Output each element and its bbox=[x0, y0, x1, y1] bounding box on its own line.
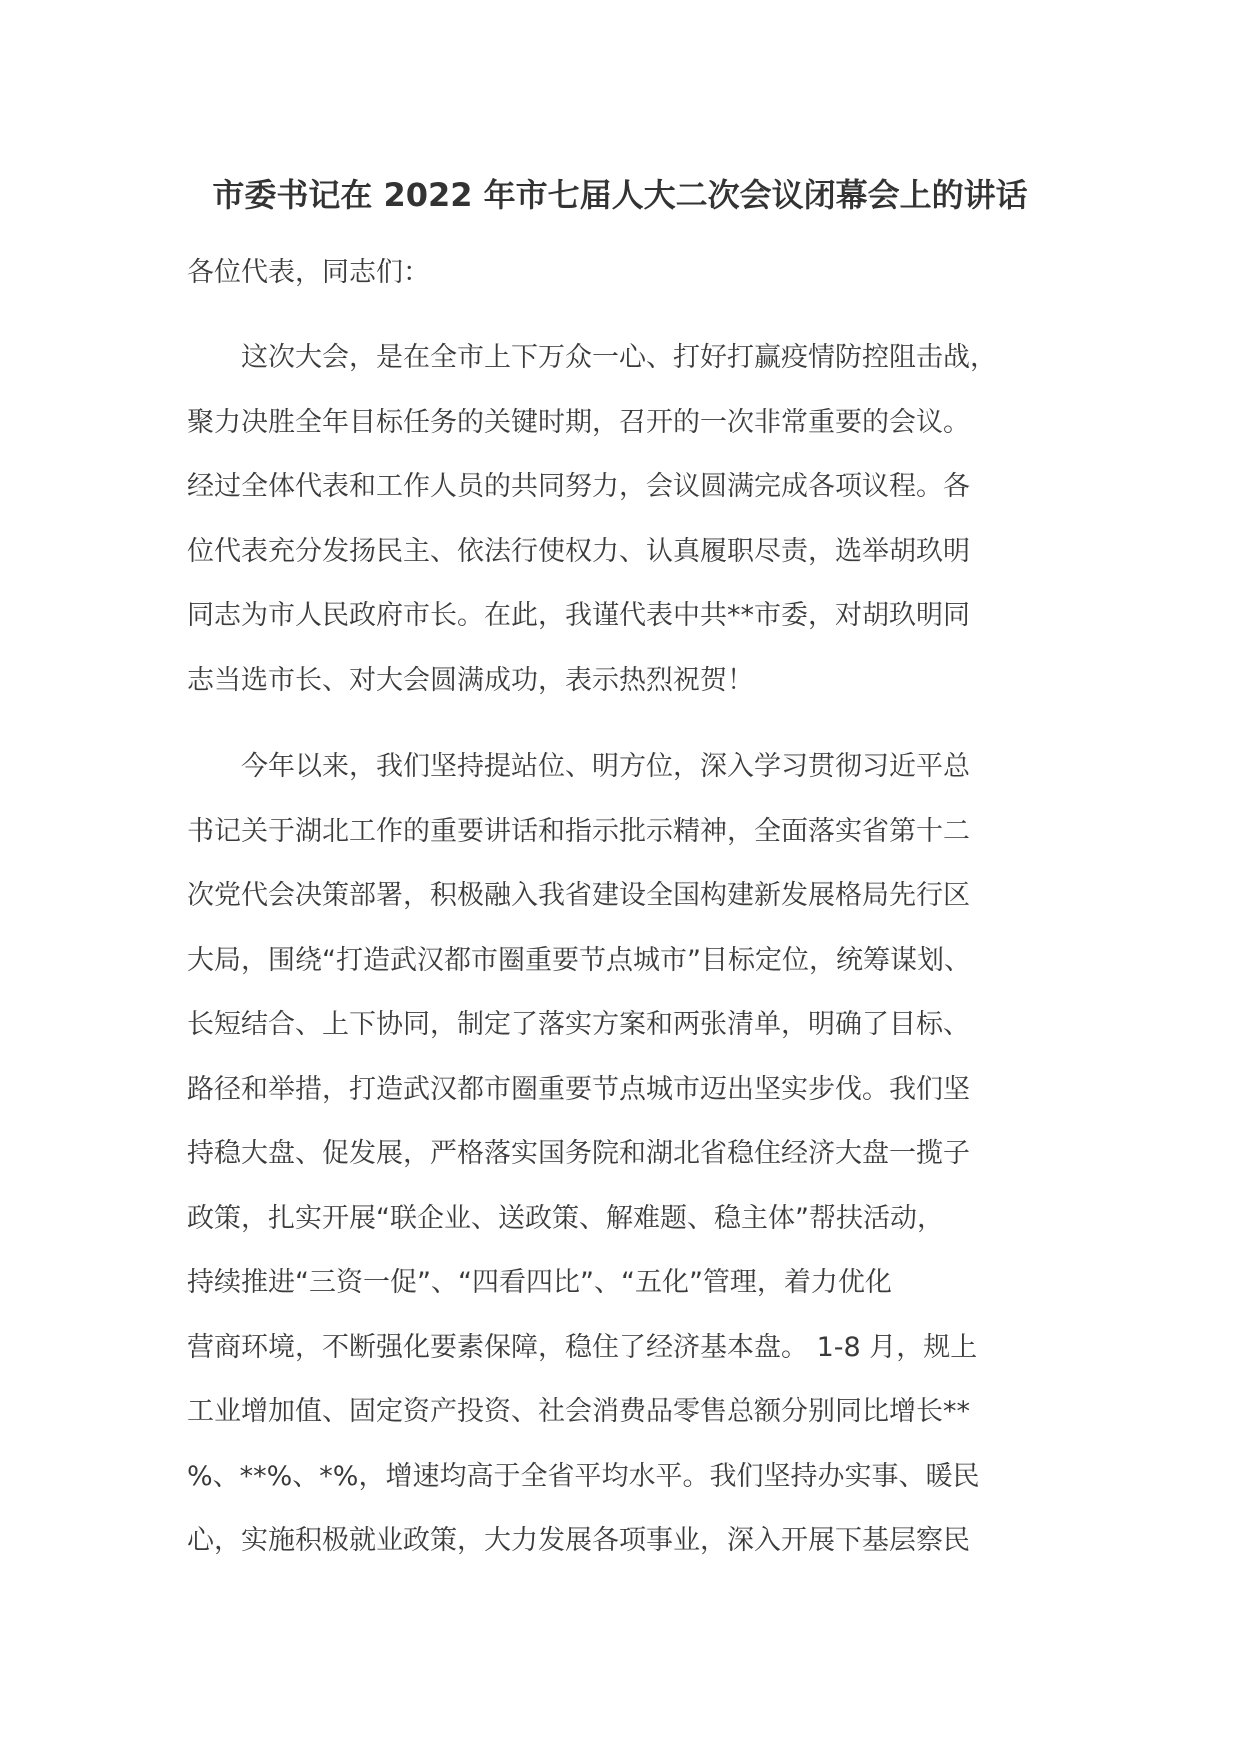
paragraph-line: 同志为市人民政府市长。在此，我谨代表中共**市委，对胡玖明同 bbox=[187, 600, 970, 631]
paragraph-line: 书记关于湖北工作的重要讲话和指示批示精神，全面落实省第十二 bbox=[187, 815, 970, 847]
paragraph-line: %、**%、*%，增速均高于全省平均水平。我们坚持办实事、暖民 bbox=[187, 1460, 980, 1492]
paragraph-line: 聚力决胜全年目标任务的关键时期，召开的一次非常重要的会议。 bbox=[187, 406, 970, 438]
paragraph-line: 志当选市长、对大会圆满成功，表示热烈祝贺！ bbox=[187, 664, 754, 696]
paragraph-line: 这次大会，是在全市上下万众一心、打好打赢疫情防控阻击战， bbox=[241, 342, 997, 373]
paragraph-line: 路径和举措，打造武汉都市圈重要节点城市迈出坚实步伐。我们坚 bbox=[187, 1073, 970, 1105]
paragraph-line: 今年以来，我们坚持提站位、明方位，深入学习贯彻习近平总 bbox=[241, 751, 970, 782]
paragraph-line: 营商环境，不断强化要素保障，稳住了经济基本盘。 1-8 月，规上 bbox=[187, 1331, 978, 1363]
document-title: 市委书记在 2022 年市七届人大二次会议闭幕会上的讲话 bbox=[212, 176, 1028, 214]
paragraph-2 bbox=[187, 735, 1057, 1574]
paragraph-line: 工业增加值、固定资产投资、社会消费品零售总额分别同比增长** bbox=[187, 1396, 970, 1427]
paragraph-line: 长短结合、上下协同，制定了落实方案和两张清单，明确了目标、 bbox=[187, 1009, 970, 1040]
salutation: 各位代表，同志们： bbox=[187, 257, 430, 288]
paragraph-line: 持续推进“三资一促”、“四看四比”、“五化”管理，着力优化 bbox=[187, 1267, 892, 1298]
paragraph-line: 位代表充分发扬民主、依法行使权力、认真履职尽责，选举胡玖明 bbox=[187, 535, 970, 567]
paragraph-line: 经过全体代表和工作人员的共同努力，会议圆满完成各项议程。各 bbox=[187, 471, 970, 502]
paragraph-1 bbox=[187, 326, 1057, 713]
paragraph-line: 次党代会决策部署，积极融入我省建设全国构建新发展格局先行区 bbox=[187, 880, 970, 911]
paragraph-line: 心，实施积极就业政策，大力发展各项事业，深入开展下基层察民 bbox=[187, 1525, 970, 1556]
paragraph-line: 政策，扎实开展“联企业、送政策、解难题、稳主体”帮扶活动， bbox=[187, 1202, 944, 1234]
paragraph-line: 大局，围绕“打造武汉都市圈重要节点城市”目标定位，统筹谋划、 bbox=[187, 944, 971, 976]
paragraph-line: 持稳大盘、促发展，严格落实国务院和湖北省稳住经济大盘一揽子 bbox=[187, 1138, 970, 1169]
